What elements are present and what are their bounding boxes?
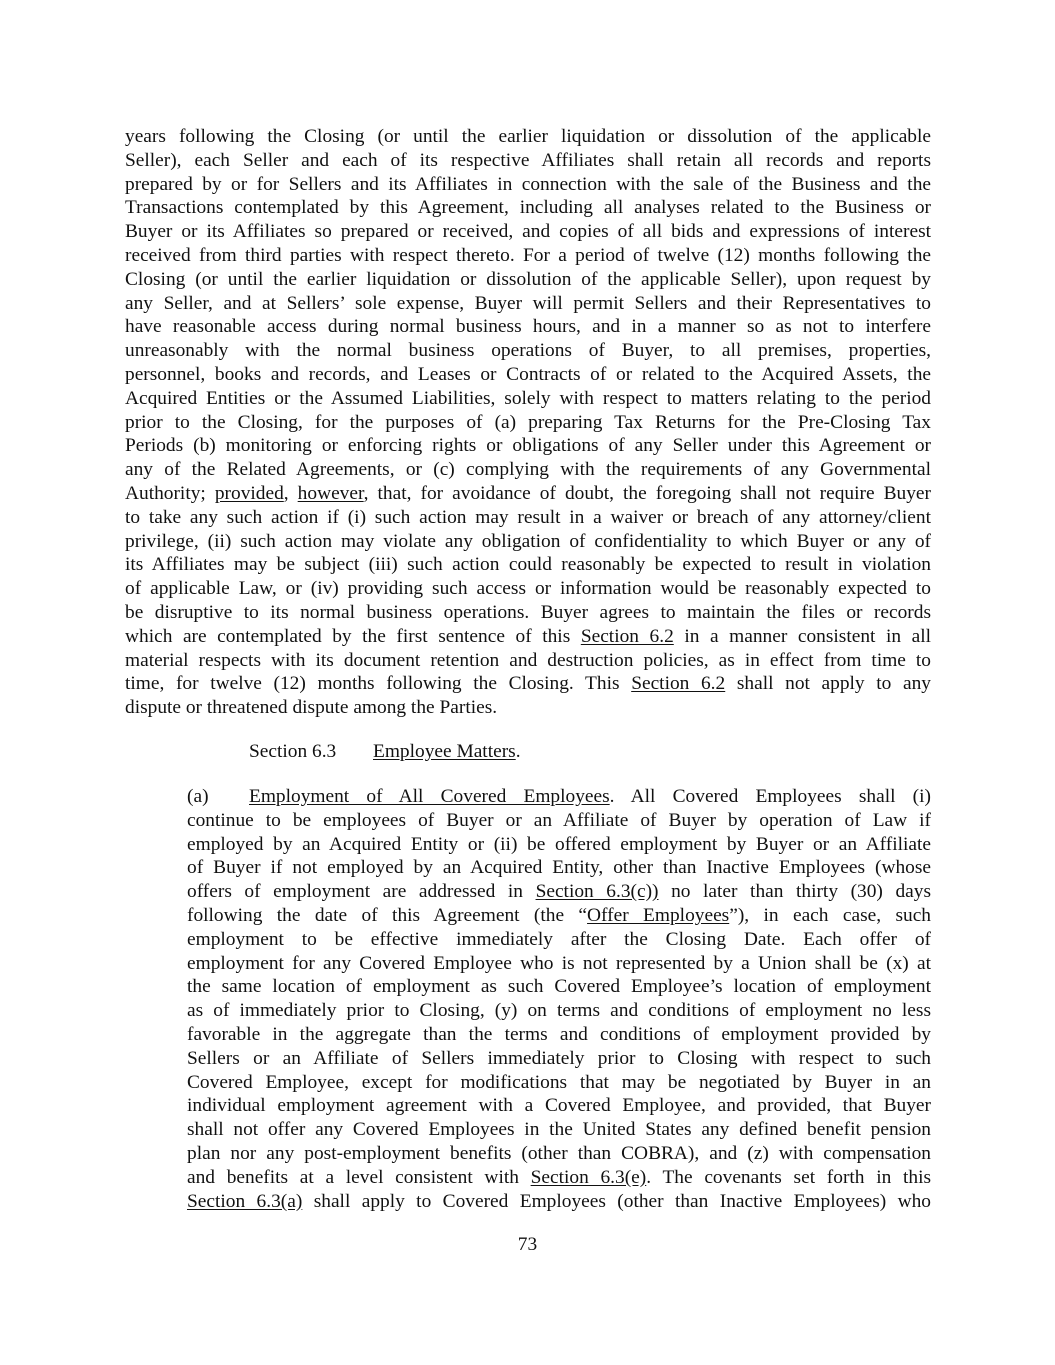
clause-title: Employment of All Covered Employees [249, 786, 610, 807]
section-reference: Section 6.3(c)) [535, 881, 659, 903]
section-heading: Section 6.3 Employee Matters. [249, 741, 521, 762]
text-line: favorable in the aggregate than the terms and conditions of employment provided by [187, 1023, 931, 1045]
text-line: received from third parties with respect thereto. For a period of twelve (12) months following the [125, 244, 931, 266]
text-line: of Buyer if not employed by an Acquired Entity, other than Inactive Employees (whose [187, 857, 931, 879]
text-line: the same location of employment as such Covered Employee’s location of employment [187, 976, 931, 998]
text-line: prepared by or for Sellers and its Affiliates in connection with the sale of the Business and the [125, 173, 931, 195]
text-line: Section 6.3(a) shall apply to Covered Employees (other than Inactive Employees) who [187, 1190, 931, 1212]
text-line: Covered Employee, except for modifications that may be negotiated by Buyer in an [187, 1071, 931, 1093]
text-line: prior to the Closing, for the purposes of (a) preparing Tax Returns for the Pre-Closing Tax [125, 411, 931, 433]
text-line: plan nor any post-employment benefits (other than COBRA), and (z) with compensation [187, 1142, 931, 1164]
text-line: to take any such action if (i) such action may result in a waiver or breach of any attorney/client [125, 506, 931, 528]
text-line: Sellers or an Affiliate of Sellers immediately prior to Closing with respect to such [187, 1047, 931, 1069]
text-line: Buyer or its Affiliates so prepared or received, and copies of all bids and expressions of interest [125, 221, 931, 243]
paragraph-employment-covered-employees [187, 785, 931, 1213]
text-line: individual employment agreement with a Covered Employee, and provided, that Buyer [187, 1095, 931, 1117]
text-line: its Affiliates may be subject (iii) such action could reasonably be expected to result in violation [125, 554, 931, 576]
section-reference: Section 6.2 [580, 625, 674, 647]
text-line: employment for any Covered Employee who is not represented by a Union shall be (x) at [187, 952, 931, 974]
text-line: Closing (or until the earlier liquidation or dissolution of the applicable Seller), upon request by [125, 268, 931, 290]
page-number: 73 [517, 1234, 538, 1255]
text-line: any Seller, and at Sellers’ sole expense, Buyer will permit Sellers and their Representatives to [125, 292, 931, 314]
section-reference: Section 6.3(e) [530, 1166, 647, 1188]
section-number: Section 6.3 [249, 741, 337, 762]
section-reference: Section 6.2 [631, 673, 726, 695]
text-line: Authority; provided, however, that, for avoidance of doubt, the foregoing shall not require Buyer [125, 482, 931, 504]
text-line: material respects with its document retention and destruction policies, as in effect from time to [125, 649, 931, 671]
term-however: however [297, 482, 364, 504]
text-line: Periods (b) monitoring or enforcing rights or obligations of any Seller under this Agreement or [125, 435, 931, 457]
text-line: offers of employment are addressed in Section 6.3(c)) no later than thirty (30) days [187, 881, 931, 903]
text-line: privilege, (ii) such action may violate any obligation of confidentiality to which Buyer or any of [125, 530, 931, 552]
clause-marker: (a) [187, 786, 209, 807]
text-line: personnel, books and records, and Leases or Contracts of or related to the Acquired Assets, the [125, 363, 931, 385]
term-provided: provided [214, 482, 284, 504]
text-line: and benefits at a level consistent with Section 6.3(e). The covenants set forth in this [187, 1166, 931, 1188]
text-line: Transactions contemplated by this Agreement, including all analyses related to the Business or [125, 197, 931, 219]
paragraph-records-retention [125, 125, 931, 720]
text-line: continue to be employees of Buyer or an Affiliate of Buyer by operation of Law if [187, 809, 931, 831]
text-line: Seller), each Seller and each of its respective Affiliates shall retain all records and reports [125, 149, 931, 171]
text-line: time, for twelve (12) months following the Closing. This Section 6.2 shall not apply to any [125, 673, 931, 695]
section-title: Employee Matters [373, 741, 516, 762]
text-line: any of the Related Agreements, or (c) complying with the requirements of any Governmental [125, 459, 931, 481]
text-line: of applicable Law, or (iv) providing such access or information would be reasonably expected to [125, 578, 931, 600]
text-line: (a) Employment of All Covered Employees. All Covered Employees shall (i) [187, 786, 931, 807]
text-line: following the date of this Agreement (the “Offer Employees”), in each case, such [187, 904, 931, 926]
text-line: unreasonably with the normal business operations of Buyer, to all premises, properties, [125, 340, 931, 362]
text-line: employed by an Acquired Entity or (ii) be offered employment by Buyer or an Affiliate [187, 833, 931, 855]
text-line: have reasonable access during normal business hours, and in a manner so as not to interfere [125, 316, 931, 338]
section-reference: Section 6.3(a) [187, 1190, 303, 1212]
text-line: as of immediately prior to Closing, (y) on terms and conditions of employment no less [187, 1000, 931, 1022]
text-line: dispute or threatened dispute among the Parties. [125, 697, 498, 719]
text-line: employment to be effective immediately after the Closing Date. Each offer of [187, 928, 931, 950]
text-line: shall not offer any Covered Employees in the United States any defined benefit pension [187, 1119, 931, 1141]
defined-term: Offer Employees [587, 904, 730, 926]
text-line: be disruptive to its normal business operations. Buyer agrees to maintain the files or records [125, 601, 931, 623]
text-line: which are contemplated by the first sentence of this Section 6.2 in a manner consistent in all [125, 625, 932, 647]
text-line: years following the Closing (or until the earlier liquidation or dissolution of the applicable [125, 126, 931, 147]
text-line: Acquired Entities or the Assumed Liabilities, solely with respect to matters relating to the period [125, 387, 931, 409]
